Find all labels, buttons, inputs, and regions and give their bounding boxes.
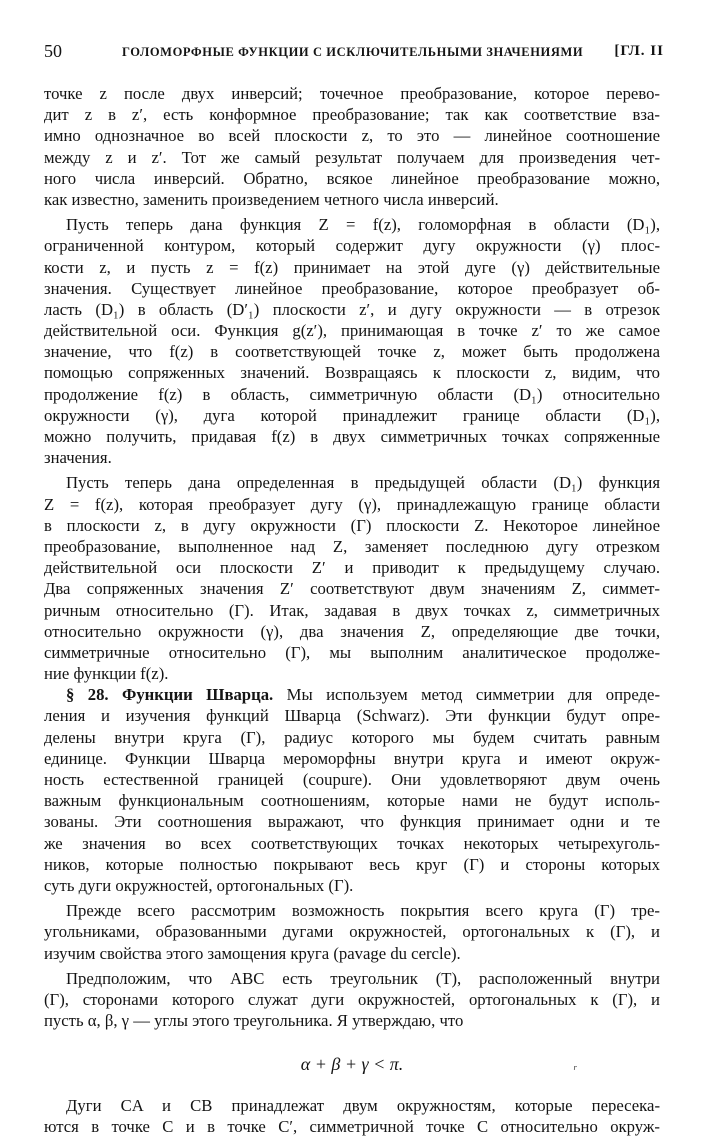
text-line: помощью сопряженных значений. Возвращаясь к плоскости z, видим, что	[44, 363, 660, 383]
text-line: ления и изучения функций Шварца (Schwarz). Эти функции будут опре-	[44, 706, 660, 726]
text-line: же значения во всех соответствующих точках некоторых четырехуголь-	[44, 833, 660, 853]
text-line: между z и z′. Тот же самый результат получаем для произведения чет-	[44, 147, 660, 167]
paragraph-1	[44, 83, 660, 210]
text-line: в плоскости z, в дугу окружности (Γ) плоскости Z. Некоторое линейное	[44, 515, 660, 535]
text-line: продолжение f(z) в область, симметричную области (D₁) относительно	[44, 384, 660, 404]
text-line: ласть (D₁) в область (D′₁) плоскости z′, и дугу окружности — в отрезок	[44, 299, 660, 319]
section-heading: § 28. Функции Шварца.	[66, 685, 274, 705]
text-line: дит z в z′, есть конформное преобразование; так как соответствие вза-	[44, 105, 660, 125]
text-line: значения.	[44, 448, 112, 468]
text-line: ются в точке C и в точке C′, симметричной точке C относительно окруж-	[44, 1117, 660, 1137]
text-line	[44, 684, 660, 705]
paragraph-5	[44, 900, 660, 964]
text-line: Два сопряженных значения Z′ соответствуют двум значениям Z, симмет-	[44, 579, 660, 599]
chapter-reference: [ГЛ. II	[614, 43, 664, 59]
text-line: точке z после двух инверсий; точечное преобразование, которое перево-	[44, 84, 660, 103]
text-line: ограниченной контуром, который содержит дугу окружности (γ) плос-	[44, 236, 660, 256]
final-paragraph	[44, 1095, 660, 1137]
text-line: делены внутри круга (Γ), радиус которого мы будем считать равным	[44, 727, 660, 747]
display-formula: α + β + γ < π.	[300, 1054, 404, 1075]
running-title: ГОЛОМОРФНЫЕ ФУНКЦИИ С ИСКЛЮЧИТЕЛЬНЫМИ ЗНАЧЕНИЯМИ	[122, 45, 584, 59]
text-line: кости z, и пусть z = f(z) принимает на этой дуге (γ) действительные	[44, 257, 660, 277]
text-line: относительно окружности (γ), два значения Z, определяющие две точки,	[44, 621, 660, 641]
paragraph-2	[44, 214, 660, 468]
body-text	[44, 83, 660, 1138]
text-line: угольниками, образованными дугами окружностей, ортогональных к (Γ), и	[44, 922, 660, 942]
text-line: ние функции f(z).	[44, 664, 169, 684]
text-line: значение, что f(z) в соответствующей точке z, может быть продолжена	[44, 342, 660, 362]
text-line: единице. Функции Шварца мероморфны внутри круга и имеют окруж-	[44, 748, 660, 768]
text-line: симметричные относительно (Γ), мы выполним аналитическое продолже-	[44, 642, 660, 662]
text-line: имно однозначное во всей плоскости z, то это — линейное соотношение	[44, 126, 660, 146]
stray-print-mark: ʳ	[573, 1063, 577, 1078]
text-line: важным функциональным соотношениям, которые нами не будут исполь-	[44, 791, 660, 811]
text-line: суть дуги окружностей, ортогональных (Γ).	[44, 875, 354, 895]
text-line: Дуги CA и CB принадлежат двум окружностям, которые пересека-	[66, 1096, 660, 1116]
text-line: зованы. Эти соотношения выражают, что функция принимает одни и те	[44, 812, 660, 832]
text-line: Пусть теперь дана функция Z = f(z), голоморфная в области (D₁),	[66, 215, 660, 235]
text-line: действительной оси плоскости Z′ и приводит к предыдущему случаю.	[44, 558, 660, 578]
text-line: пусть α, β, γ — углы этого треугольника. Я утверждаю, что	[44, 1011, 464, 1031]
text-line: (Γ), сторонами которого служат дуги окружностей, ортогональных к (Γ), и	[44, 989, 660, 1009]
page-number: 50	[44, 41, 62, 61]
text-line: Z = f(z), которая преобразует дугу (γ), принадлежащую границе области	[44, 494, 660, 514]
text-line: Предположим, что ABC есть треугольник (T), расположенный внутри	[66, 968, 660, 988]
text-line: значения. Существует линейное преобразование, которое преобразует об-	[44, 278, 660, 298]
text-line: Прежде всего рассмотрим возможность покрытия всего круга (Γ) тре-	[66, 901, 660, 921]
text-line: ного числа инверсий. Обратно, всякое линейное преобразование можно,	[44, 168, 660, 188]
text-line: ников, которые полностью покрывают весь круг (Γ) и стороны которых	[44, 854, 660, 874]
text-line: действительной оси. Функция g(z′), принимающая в точке z′ то же самое	[44, 321, 660, 341]
text-line: можно получить, придавая f(z) в двух симметричных точках сопряженные	[44, 427, 660, 446]
text-line: преобразование, выполненное над Z, заменяет последнюю дугу отрезком	[44, 536, 660, 556]
running-head	[44, 40, 664, 62]
section-28-paragraph	[44, 684, 660, 896]
text-line: ричным относительно (Γ). Итак, задавая в двух точках z, симметричных	[44, 600, 660, 620]
text-fragment: Мы используем метод симметрии для опреде-	[273, 685, 661, 705]
paragraph-3	[44, 472, 660, 684]
text-line: как известно, заменить произведением четного числа инверсий.	[44, 189, 499, 209]
paragraph-6	[44, 968, 660, 1032]
text-line: окружности (γ), дуга которой принадлежит границе области (D₁),	[44, 405, 660, 425]
text-line: ность естественной границей (coupure). Они удовлетворяют двум очень	[44, 770, 660, 789]
text-line: Пусть теперь дана определенная в предыдущей области (D₁) функция	[66, 473, 660, 493]
text-line: изучим свойства этого замощения круга (pavage du cercle).	[44, 943, 461, 963]
